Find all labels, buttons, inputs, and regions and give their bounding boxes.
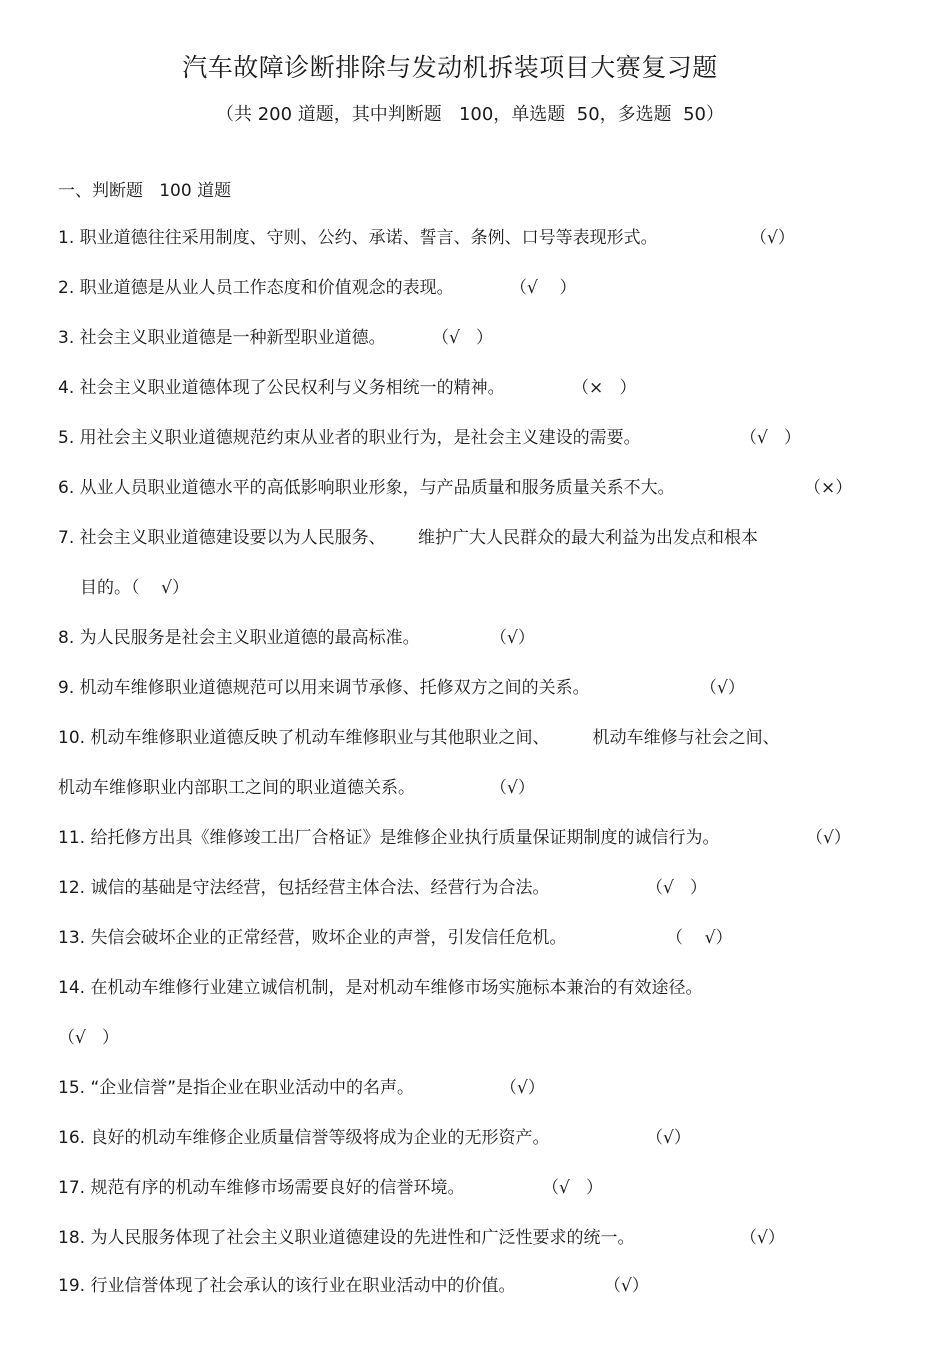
question-3-text: 3. 社会主义职业道德是一种新型职业道德。 bbox=[58, 328, 386, 348]
question-1-answer: （√） bbox=[750, 228, 795, 248]
question-19-text: 19. 行业信誉体现了社会承认的该行业在职业活动中的价值。 bbox=[58, 1276, 516, 1296]
question-2-text: 2. 职业道德是从业人员工作态度和价值观念的表现。 bbox=[58, 278, 454, 298]
question-18-answer: （√） bbox=[740, 1228, 785, 1248]
question-3-answer: （√ ） bbox=[432, 328, 494, 348]
question-6-text: 6. 从业人员职业道德水平的高低影响职业形象，与产品质量和服务质量关系不大。 bbox=[58, 478, 675, 498]
question-2-answer: （√ ） bbox=[510, 278, 577, 298]
question-9-answer: （√） bbox=[700, 678, 745, 698]
question-12-text: 12. 诚信的基础是守法经营，包括经营主体合法、经营行为合法。 bbox=[58, 878, 550, 898]
question-7-text: 7. 社会主义职业道德建设要以为人民服务、 维护广大人民群众的最大利益为出发点和根本 bbox=[58, 528, 759, 548]
document-title: 汽车故障诊断排除与发动机拆装项目大赛复习题 bbox=[182, 53, 718, 82]
question-17-answer: （√ ） bbox=[542, 1178, 604, 1198]
question-5-text: 5. 用社会主义职业道德规范约束从业者的职业行为，是社会主义建设的需要。 bbox=[58, 428, 641, 448]
question-11-text: 11. 给托修方出具《维修竣工出厂合格证》是维修企业执行质量保证期制度的诚信行为。 bbox=[58, 828, 720, 848]
question-18-text: 18. 为人民服务体现了社会主义职业道德建设的先进性和广泛性要求的统一。 bbox=[58, 1228, 635, 1248]
question-12-answer: （√ ） bbox=[646, 878, 708, 898]
question-16-text: 16. 良好的机动车维修企业质量信誉等级将成为企业的无形资产。 bbox=[58, 1128, 550, 1148]
question-15-text: 15. “企业信誉”是指企业在职业活动中的名声。 bbox=[58, 1078, 415, 1098]
question-14-text: 14. 在机动车维修行业建立诚信机制，是对机动车维修市场实施标本兼治的有效途径。 bbox=[58, 978, 703, 998]
question-10-continuation: 机动车维修职业内部职工之间的职业道德关系。 bbox=[58, 778, 415, 798]
question-10-text: 10. 机动车维修职业道德反映了机动车维修职业与其他职业之间、 机动车维修与社会之间、 bbox=[58, 728, 780, 748]
section-heading: 一、判断题 100 道题 bbox=[58, 181, 232, 201]
question-4-text: 4. 社会主义职业道德体现了公民权利与义务相统一的精神。 bbox=[58, 378, 505, 398]
question-11-answer: （√） bbox=[806, 828, 851, 848]
question-8-answer: （√） bbox=[490, 628, 535, 648]
question-5-answer: （√ ） bbox=[740, 428, 802, 448]
document-subtitle: （共 200 道题，其中判断题 100，单选题 50，多选题 50） bbox=[215, 104, 724, 125]
question-13-text: 13. 失信会破坏企业的正常经营，败坏企业的声誉，引发信任危机。 bbox=[58, 928, 567, 948]
question-16-answer: （√） bbox=[646, 1128, 691, 1148]
question-8-text: 8. 为人民服务是社会主义职业道德的最高标准。 bbox=[58, 628, 420, 648]
question-13-answer: （ √） bbox=[666, 928, 733, 948]
question-17-text: 17. 规范有序的机动车维修市场需要良好的信誉环境。 bbox=[58, 1178, 465, 1198]
question-7-continuation: 目的。（ √） bbox=[80, 578, 189, 598]
question-1-text: 1. 职业道德往往采用制度、守则、公约、承诺、誓言、条例、口号等表现形式。 bbox=[58, 228, 658, 248]
question-9-text: 9. 机动车维修职业道德规范可以用来调节承修、托修双方之间的关系。 bbox=[58, 678, 590, 698]
question-14-answer: （√ ） bbox=[58, 1028, 120, 1048]
question-10-answer: （√） bbox=[490, 778, 535, 798]
question-6-answer: （×） bbox=[804, 478, 853, 498]
question-15-answer: （√） bbox=[500, 1078, 545, 1098]
question-19-answer: （√） bbox=[604, 1276, 649, 1296]
question-4-answer: （× ） bbox=[572, 378, 637, 398]
